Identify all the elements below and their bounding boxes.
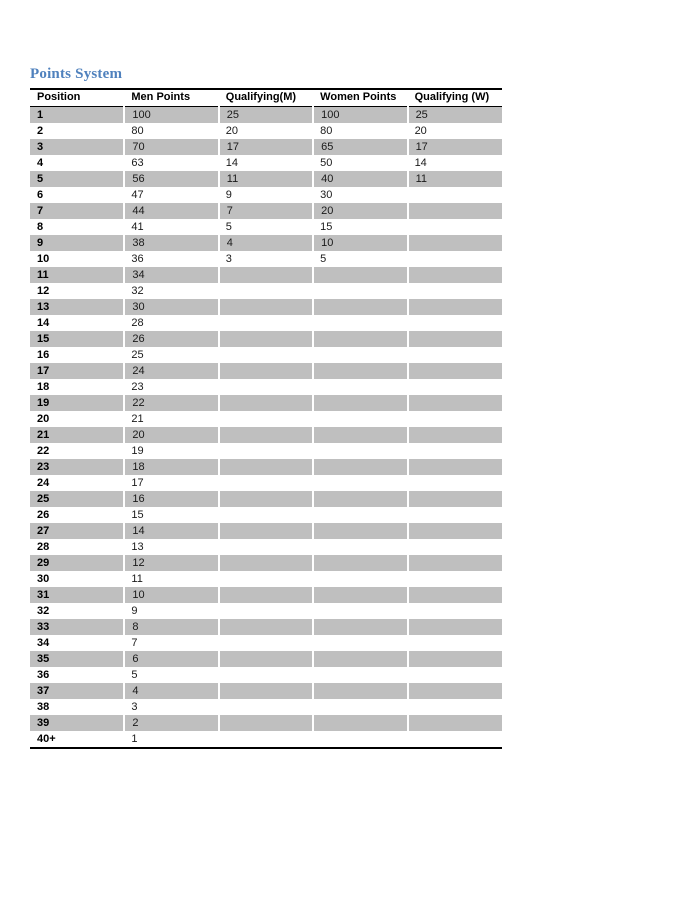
cell-qualifying-w (408, 203, 502, 219)
cell-women-points (313, 731, 407, 748)
cell-position: 16 (37, 348, 50, 361)
table-row (30, 187, 502, 203)
cell-qualifying-m (219, 443, 313, 459)
cell-position: 25 (30, 491, 124, 507)
cell-position: 38 (37, 700, 50, 713)
cell-women-points: 15 (320, 220, 333, 233)
cell-position: 18 (37, 380, 50, 393)
cell-qualifying-m (219, 411, 313, 427)
cell-qualifying-m (219, 379, 313, 395)
cell-position: 34 (37, 636, 50, 649)
cell-qualifying-m (219, 731, 313, 748)
cell-qualifying-m (219, 523, 313, 539)
cell-qualifying-m (219, 683, 313, 699)
cell-qualifying-m (219, 267, 313, 283)
cell-women-points (313, 635, 407, 651)
cell-position: 21 (30, 427, 124, 443)
cell-women-points (313, 539, 407, 555)
cell-position: 9 (30, 235, 124, 251)
cell-position: 28 (37, 540, 50, 553)
cell-men-points: 23 (131, 380, 144, 393)
cell-women-points: 40 (313, 171, 407, 187)
cell-men-points: 11 (131, 572, 143, 585)
cell-men-points: 12 (124, 555, 218, 571)
cell-qualifying-m: 17 (219, 139, 313, 155)
cell-qualifying-w (408, 315, 502, 331)
cell-men-points: 5 (131, 668, 138, 681)
cell-men-points: 21 (131, 412, 144, 425)
cell-women-points (313, 699, 407, 715)
cell-men-points: 38 (124, 235, 218, 251)
cell-position: 22 (37, 444, 50, 457)
cell-women-points (313, 555, 407, 571)
cell-women-points (313, 347, 407, 363)
cell-qualifying-w (408, 187, 502, 203)
cell-qualifying-m (219, 587, 313, 603)
cell-women-points (313, 475, 407, 491)
table-row (30, 587, 502, 603)
cell-qualifying-m: 4 (219, 235, 313, 251)
cell-men-points: 30 (124, 299, 218, 315)
cell-qualifying-m (219, 395, 313, 411)
cell-position: 12 (37, 284, 50, 297)
cell-men-points: 3 (131, 700, 138, 713)
cell-position: 7 (30, 203, 124, 219)
table-row (30, 619, 502, 635)
cell-men-points: 14 (124, 523, 218, 539)
cell-qualifying-w (408, 331, 502, 347)
table-row (30, 315, 502, 331)
cell-position: 4 (37, 156, 44, 169)
cell-qualifying-w (408, 459, 502, 475)
cell-qualifying-w (408, 715, 502, 731)
cell-men-points: 10 (124, 587, 218, 603)
cell-women-points (313, 395, 407, 411)
cell-qualifying-w (408, 363, 502, 379)
cell-qualifying-m: 11 (219, 171, 313, 187)
cell-qualifying-m: 7 (219, 203, 313, 219)
cell-qualifying-m (219, 491, 313, 507)
cell-qualifying-w: 17 (408, 139, 502, 155)
cell-qualifying-m (219, 667, 313, 683)
cell-women-points (313, 683, 407, 699)
table-row (30, 523, 502, 539)
table-row (30, 683, 502, 699)
cell-qualifying-m: 20 (225, 124, 239, 137)
cell-qualifying-w (408, 299, 502, 315)
cell-qualifying-m (219, 619, 313, 635)
cell-qualifying-w (408, 731, 502, 748)
cell-position: 5 (30, 171, 124, 187)
cell-position: 11 (30, 267, 124, 283)
table-row (30, 603, 502, 619)
cell-qualifying-m (219, 635, 313, 651)
cell-qualifying-m (219, 507, 313, 523)
cell-men-points: 25 (131, 348, 144, 361)
cell-women-points (313, 427, 407, 443)
cell-qualifying-m: 3 (225, 252, 232, 265)
cell-men-points: 9 (131, 604, 138, 617)
cell-position: 20 (37, 412, 50, 425)
table-row (30, 475, 502, 491)
cell-qualifying-w (408, 251, 502, 267)
cell-men-points: 36 (131, 252, 144, 265)
table-row (30, 715, 502, 731)
table-row (30, 203, 502, 219)
cell-women-points (313, 379, 407, 395)
cell-qualifying-w (408, 347, 502, 363)
table-row (30, 395, 502, 411)
cell-qualifying-m (219, 315, 313, 331)
cell-women-points (313, 491, 407, 507)
cell-qualifying-w (408, 667, 502, 683)
cell-qualifying-m: 9 (225, 188, 232, 201)
cell-men-points: 63 (131, 156, 144, 169)
cell-qualifying-m (219, 715, 313, 731)
cell-qualifying-w (408, 427, 502, 443)
cell-qualifying-w (408, 555, 502, 571)
cell-men-points: 41 (131, 220, 144, 233)
cell-women-points: 10 (313, 235, 407, 251)
table-row (30, 667, 502, 683)
table-header (30, 89, 502, 106)
cell-men-points: 2 (124, 715, 218, 731)
cell-women-points (313, 523, 407, 539)
cell-qualifying-m (219, 427, 313, 443)
cell-men-points: 26 (124, 331, 218, 347)
table-row (30, 571, 502, 587)
cell-women-points: 50 (320, 156, 333, 169)
cell-women-points: 80 (320, 124, 333, 137)
cell-qualifying-w (408, 539, 502, 555)
table-row (30, 491, 502, 507)
cell-position: 2 (37, 124, 44, 137)
cell-position: 13 (30, 299, 124, 315)
table-row (30, 459, 502, 475)
cell-qualifying-w (408, 699, 502, 715)
header-qualifying-m: Qualifying(M) (219, 89, 313, 106)
table-row (30, 267, 502, 283)
cell-women-points: 20 (313, 203, 407, 219)
header-qualifying-w: Qualifying (W) (408, 89, 502, 106)
header-position: Position (30, 89, 124, 106)
cell-position: 3 (30, 139, 124, 155)
table-row (30, 443, 502, 459)
cell-women-points (313, 571, 407, 587)
cell-qualifying-m (219, 651, 313, 667)
cell-women-points (313, 667, 407, 683)
cell-women-points: 65 (313, 139, 407, 155)
cell-position: 19 (30, 395, 124, 411)
table-row (30, 379, 502, 395)
cell-position: 17 (30, 363, 124, 379)
cell-men-points: 80 (131, 124, 144, 137)
cell-women-points: 30 (320, 188, 333, 201)
table-row (30, 219, 502, 235)
cell-qualifying-w (408, 635, 502, 651)
cell-women-points (313, 603, 407, 619)
cell-position: 10 (37, 252, 50, 265)
cell-qualifying-w (408, 571, 502, 587)
cell-women-points (313, 411, 407, 427)
cell-women-points: 5 (320, 252, 327, 265)
table-row (30, 251, 502, 267)
cell-men-points: 7 (131, 636, 138, 649)
cell-qualifying-w (408, 283, 502, 299)
cell-women-points (313, 587, 407, 603)
cell-qualifying-w: 25 (408, 106, 502, 123)
cell-qualifying-w (408, 603, 502, 619)
cell-qualifying-w (408, 651, 502, 667)
cell-qualifying-w: 11 (408, 171, 502, 187)
cell-qualifying-w (408, 619, 502, 635)
cell-qualifying-m: 14 (225, 156, 239, 169)
cell-position: 27 (30, 523, 124, 539)
table-row (30, 123, 502, 139)
header-row (30, 89, 502, 106)
cell-qualifying-m (219, 555, 313, 571)
cell-qualifying-w (408, 411, 502, 427)
table-body (30, 106, 502, 748)
cell-position: 14 (37, 316, 50, 329)
document-content (30, 66, 502, 749)
cell-women-points (313, 283, 407, 299)
cell-men-points: 13 (131, 540, 144, 553)
cell-position: 24 (37, 476, 50, 489)
cell-women-points (313, 507, 407, 523)
cell-qualifying-w (408, 379, 502, 395)
cell-men-points: 20 (124, 427, 218, 443)
cell-position: 15 (30, 331, 124, 347)
cell-women-points: 100 (313, 106, 407, 123)
table-row (30, 539, 502, 555)
cell-qualifying-w (408, 267, 502, 283)
cell-qualifying-m (219, 603, 313, 619)
cell-women-points (313, 651, 407, 667)
cell-women-points (313, 619, 407, 635)
cell-qualifying-m (219, 475, 313, 491)
cell-qualifying-m (219, 331, 313, 347)
cell-position: 30 (37, 572, 50, 585)
table-row (30, 731, 502, 748)
table-row (30, 171, 502, 187)
cell-men-points: 22 (124, 395, 218, 411)
table-row (30, 283, 502, 299)
table-row (30, 235, 502, 251)
cell-men-points: 32 (131, 284, 144, 297)
cell-position: 8 (37, 220, 44, 233)
cell-qualifying-w (408, 235, 502, 251)
cell-men-points: 16 (124, 491, 218, 507)
cell-qualifying-w (408, 475, 502, 491)
cell-qualifying-m: 5 (225, 220, 232, 233)
table-row (30, 427, 502, 443)
cell-qualifying-m (219, 363, 313, 379)
table-row (30, 507, 502, 523)
table-row (30, 699, 502, 715)
cell-women-points (313, 331, 407, 347)
cell-qualifying-w: 14 (414, 156, 427, 169)
cell-position: 39 (30, 715, 124, 731)
cell-qualifying-m (219, 283, 313, 299)
table-row (30, 106, 502, 123)
cell-qualifying-w (408, 443, 502, 459)
points-table (30, 88, 502, 749)
cell-men-points: 44 (124, 203, 218, 219)
cell-position: 40+ (37, 732, 56, 745)
cell-women-points (313, 315, 407, 331)
cell-position: 23 (30, 459, 124, 475)
cell-position: 31 (30, 587, 124, 603)
cell-men-points: 19 (131, 444, 144, 457)
cell-women-points (313, 715, 407, 731)
cell-men-points: 4 (124, 683, 218, 699)
cell-qualifying-m (219, 347, 313, 363)
cell-men-points: 56 (124, 171, 218, 187)
cell-qualifying-m (219, 699, 313, 715)
cell-position: 29 (30, 555, 124, 571)
header-men-points: Men Points (124, 89, 218, 106)
cell-qualifying-w (408, 587, 502, 603)
cell-qualifying-m (219, 539, 313, 555)
cell-men-points: 34 (124, 267, 218, 283)
table-row (30, 635, 502, 651)
cell-men-points: 6 (124, 651, 218, 667)
cell-men-points: 100 (124, 106, 218, 123)
cell-position: 1 (30, 106, 124, 123)
cell-women-points (313, 363, 407, 379)
cell-qualifying-w (408, 523, 502, 539)
cell-qualifying-m: 25 (219, 106, 313, 123)
cell-position: 26 (37, 508, 50, 521)
cell-men-points: 8 (124, 619, 218, 635)
table-row (30, 363, 502, 379)
cell-position: 33 (30, 619, 124, 635)
page-title: Points System (30, 66, 123, 82)
cell-position: 32 (37, 604, 50, 617)
cell-women-points (313, 459, 407, 475)
cell-women-points (313, 267, 407, 283)
table-row (30, 651, 502, 667)
cell-men-points: 15 (131, 508, 144, 521)
cell-qualifying-w (408, 683, 502, 699)
table-row (30, 555, 502, 571)
cell-qualifying-m (219, 459, 313, 475)
cell-qualifying-w (408, 395, 502, 411)
cell-men-points: 47 (131, 188, 144, 201)
cell-men-points: 28 (131, 316, 144, 329)
header-women-points: Women Points (313, 89, 407, 106)
table-row (30, 411, 502, 427)
table-row (30, 299, 502, 315)
cell-qualifying-m (219, 299, 313, 315)
cell-men-points: 17 (131, 476, 144, 489)
cell-qualifying-m (219, 571, 313, 587)
table-row (30, 331, 502, 347)
cell-men-points: 24 (124, 363, 218, 379)
cell-men-points: 18 (124, 459, 218, 475)
cell-position: 6 (37, 188, 44, 201)
cell-men-points: 1 (131, 732, 138, 745)
cell-position: 35 (30, 651, 124, 667)
cell-qualifying-w (408, 507, 502, 523)
cell-position: 37 (30, 683, 124, 699)
cell-qualifying-w (408, 491, 502, 507)
table-row (30, 347, 502, 363)
cell-qualifying-w: 20 (414, 124, 427, 137)
cell-men-points: 70 (124, 139, 218, 155)
cell-women-points (313, 443, 407, 459)
cell-position: 36 (37, 668, 50, 681)
table-row (30, 155, 502, 171)
table-row (30, 139, 502, 155)
cell-women-points (313, 299, 407, 315)
cell-qualifying-w (408, 219, 502, 235)
